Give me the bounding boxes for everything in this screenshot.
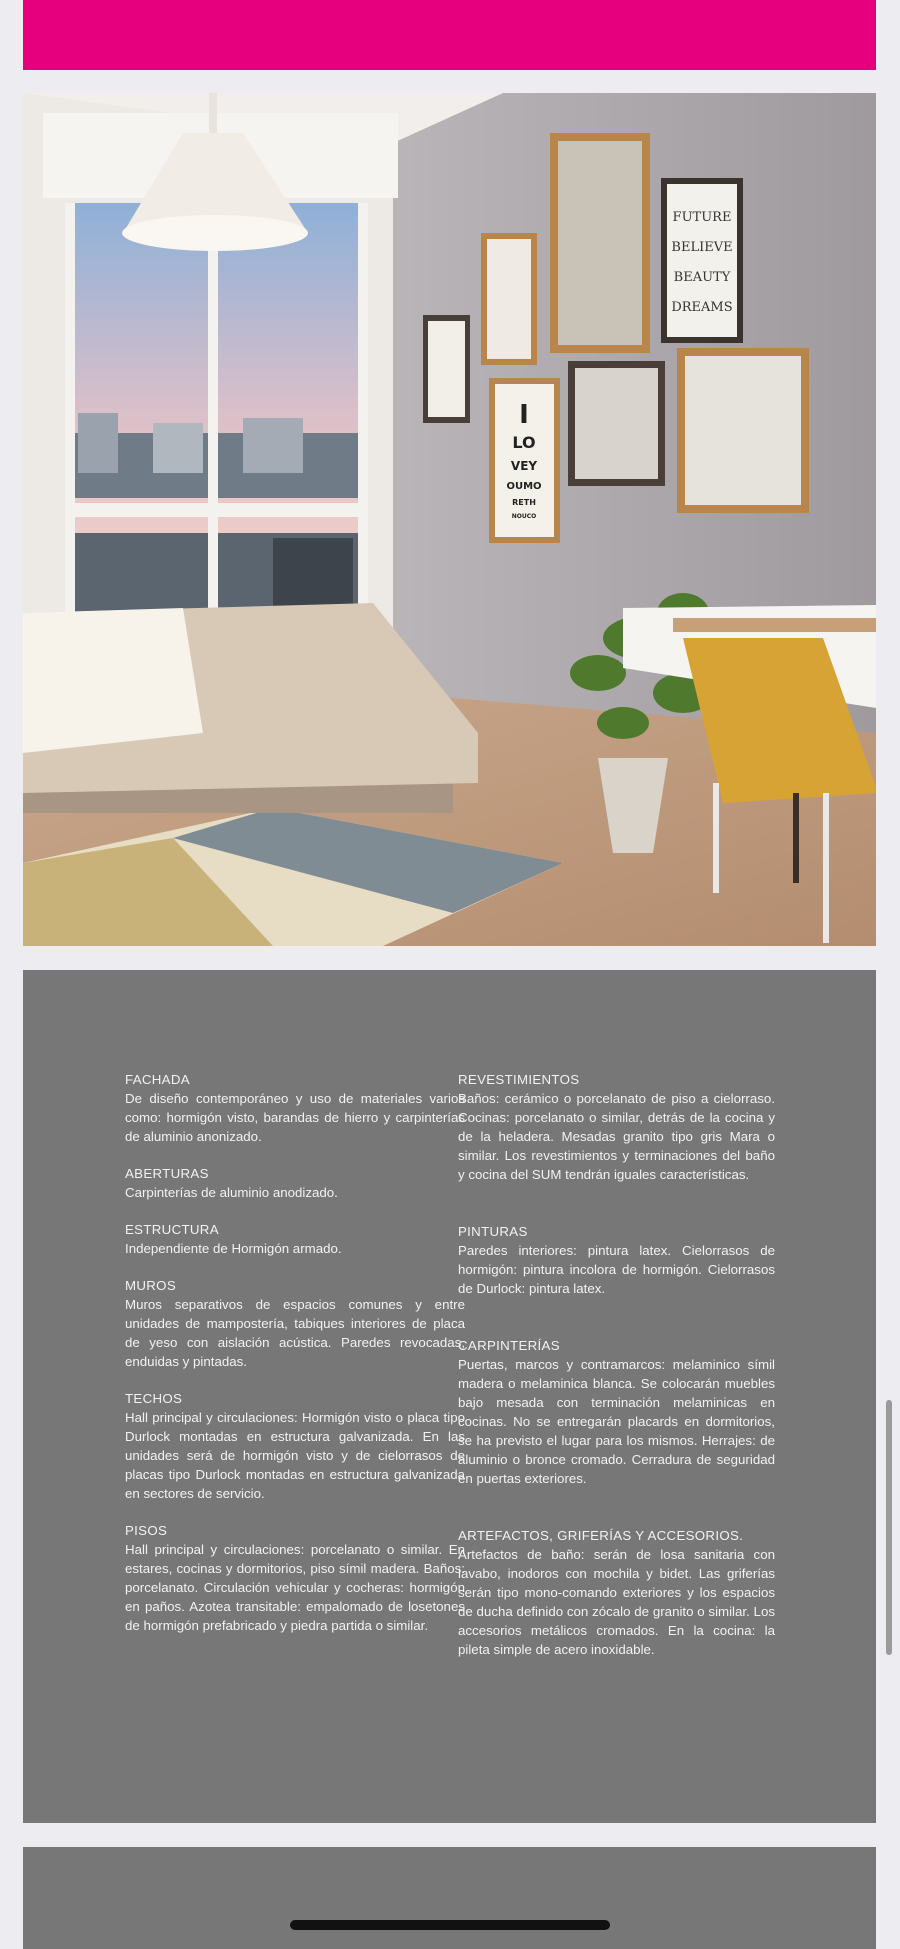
spec-title: ABERTURAS bbox=[125, 1166, 209, 1181]
scrollbar-thumb[interactable] bbox=[886, 1400, 892, 1655]
bedroom-photo bbox=[23, 93, 876, 946]
specs-right-column bbox=[458, 1070, 775, 1659]
spec-body: Baños: cerámico o porcelanato de piso a cielorraso. Cocinas: porcelanato o similar, detrás de la cocina y de la heladera. Mesadas granito tipo gris Mara o similar. Los revestimientos y terminaciones del baño y cocina del SUM tendrán iguales características. bbox=[458, 1091, 775, 1182]
chart-line-5: RETH bbox=[512, 498, 536, 507]
spec-body: De diseño contemporáneo y uso de materiales varios como: hormigón visto, barandas de hierro y carpinterías de aluminio anonizado. bbox=[125, 1091, 465, 1144]
spec-body: Paredes interiores: pintura latex. Cielorrasos de hormigón: pintura incolora de hormigón. Cielorrasos de Durlock: pintura latex. bbox=[458, 1243, 775, 1296]
chart-line-3: VEY bbox=[510, 459, 538, 473]
spec-artefactos bbox=[458, 1526, 775, 1659]
spec-estructura bbox=[125, 1220, 465, 1258]
spec-body: Hall principal y circulaciones: Hormigón visto o placa tipo Durlock montadas en estructura galvanizada. En las unidades será de hormigón visto y de cielorrasos de placas tipo Durlock montadas en estructura galvanizada en sectores de servicio. bbox=[125, 1410, 465, 1501]
spec-revestimientos bbox=[458, 1070, 775, 1184]
spec-fachada bbox=[125, 1070, 465, 1146]
spec-body: Independiente de Hormigón armado. bbox=[125, 1241, 342, 1256]
chart-line-4: OUMO bbox=[506, 481, 542, 492]
spec-title: ESTRUCTURA bbox=[125, 1222, 219, 1237]
spec-title: CARPINTERÍAS bbox=[458, 1338, 560, 1353]
poster-text-3: BEAUTY bbox=[673, 270, 731, 285]
poster-text-2: BELIEVE bbox=[671, 240, 733, 255]
chart-line-2: LO bbox=[512, 433, 536, 452]
spec-pisos bbox=[125, 1521, 465, 1635]
spec-body: Carpinterías de aluminio anodizado. bbox=[125, 1185, 338, 1200]
spec-title: REVESTIMIENTOS bbox=[458, 1072, 580, 1087]
spec-pinturas bbox=[458, 1222, 775, 1298]
spec-carpinterias bbox=[458, 1336, 775, 1488]
poster-text-4: DREAMS bbox=[671, 300, 733, 315]
home-indicator[interactable] bbox=[290, 1920, 610, 1930]
poster-text-1: FUTURE bbox=[672, 210, 732, 225]
spec-aberturas bbox=[125, 1164, 465, 1202]
chart-line-1: I bbox=[519, 400, 529, 430]
spec-body: Artefactos de baño: serán de losa sanitaria con lavabo, inodoros con mochila y bidet. Las griferías serán tipo mono-comando exteriores y los espacios de ducha definido con zócalo de granito o similar. Los accesorios metálicos cromados. En la cocina: la pileta simple de acero inoxidable. bbox=[458, 1547, 775, 1657]
specifications-panel bbox=[23, 970, 876, 1823]
spec-body: Puertas, marcos y contramarcos: melaminico símil madera o melaminica blanca. Se colocarán muebles bajo mesada con terminación melaminicas en cocinas. No se entregarán placards en dormitorios, se ha previsto el lugar para los mismos. Herrajes: de aluminio o bronce cromado. Cerradura de seguridad en puertas exteriores. bbox=[458, 1357, 775, 1486]
bedroom-illustration bbox=[23, 93, 876, 946]
spec-title: TECHOS bbox=[125, 1391, 183, 1406]
spec-title: PISOS bbox=[125, 1523, 168, 1538]
spec-body: Hall principal y circulaciones: porcelanato o similar. En estares, cocinas y dormitorios, piso símil madera. Baños: porcelanato. Circulación vehicular y cocheras: hormigón en paños. Azotea transitable: empalomado de losetones de hormigón prefabricado y piedra partida o similar. bbox=[125, 1542, 465, 1633]
next-card bbox=[23, 1847, 876, 1949]
spec-title: FACHADA bbox=[125, 1072, 190, 1087]
spec-title: ARTEFACTOS, GRIFERÍAS Y ACCESORIOS. bbox=[458, 1528, 744, 1543]
specs-left-column bbox=[125, 1070, 465, 1635]
spec-title: PINTURAS bbox=[458, 1224, 528, 1239]
spec-title: MUROS bbox=[125, 1278, 176, 1293]
chart-line-6: NOUCO bbox=[511, 513, 537, 520]
top-banner bbox=[23, 0, 876, 70]
spec-techos bbox=[125, 1389, 465, 1503]
spec-muros bbox=[125, 1276, 465, 1371]
spec-body: Muros separativos de espacios comunes y entre unidades de mampostería, tabiques interiores de placa de yeso con aislación acústica. Paredes revocadas, enduidas y pintadas. bbox=[125, 1297, 465, 1369]
